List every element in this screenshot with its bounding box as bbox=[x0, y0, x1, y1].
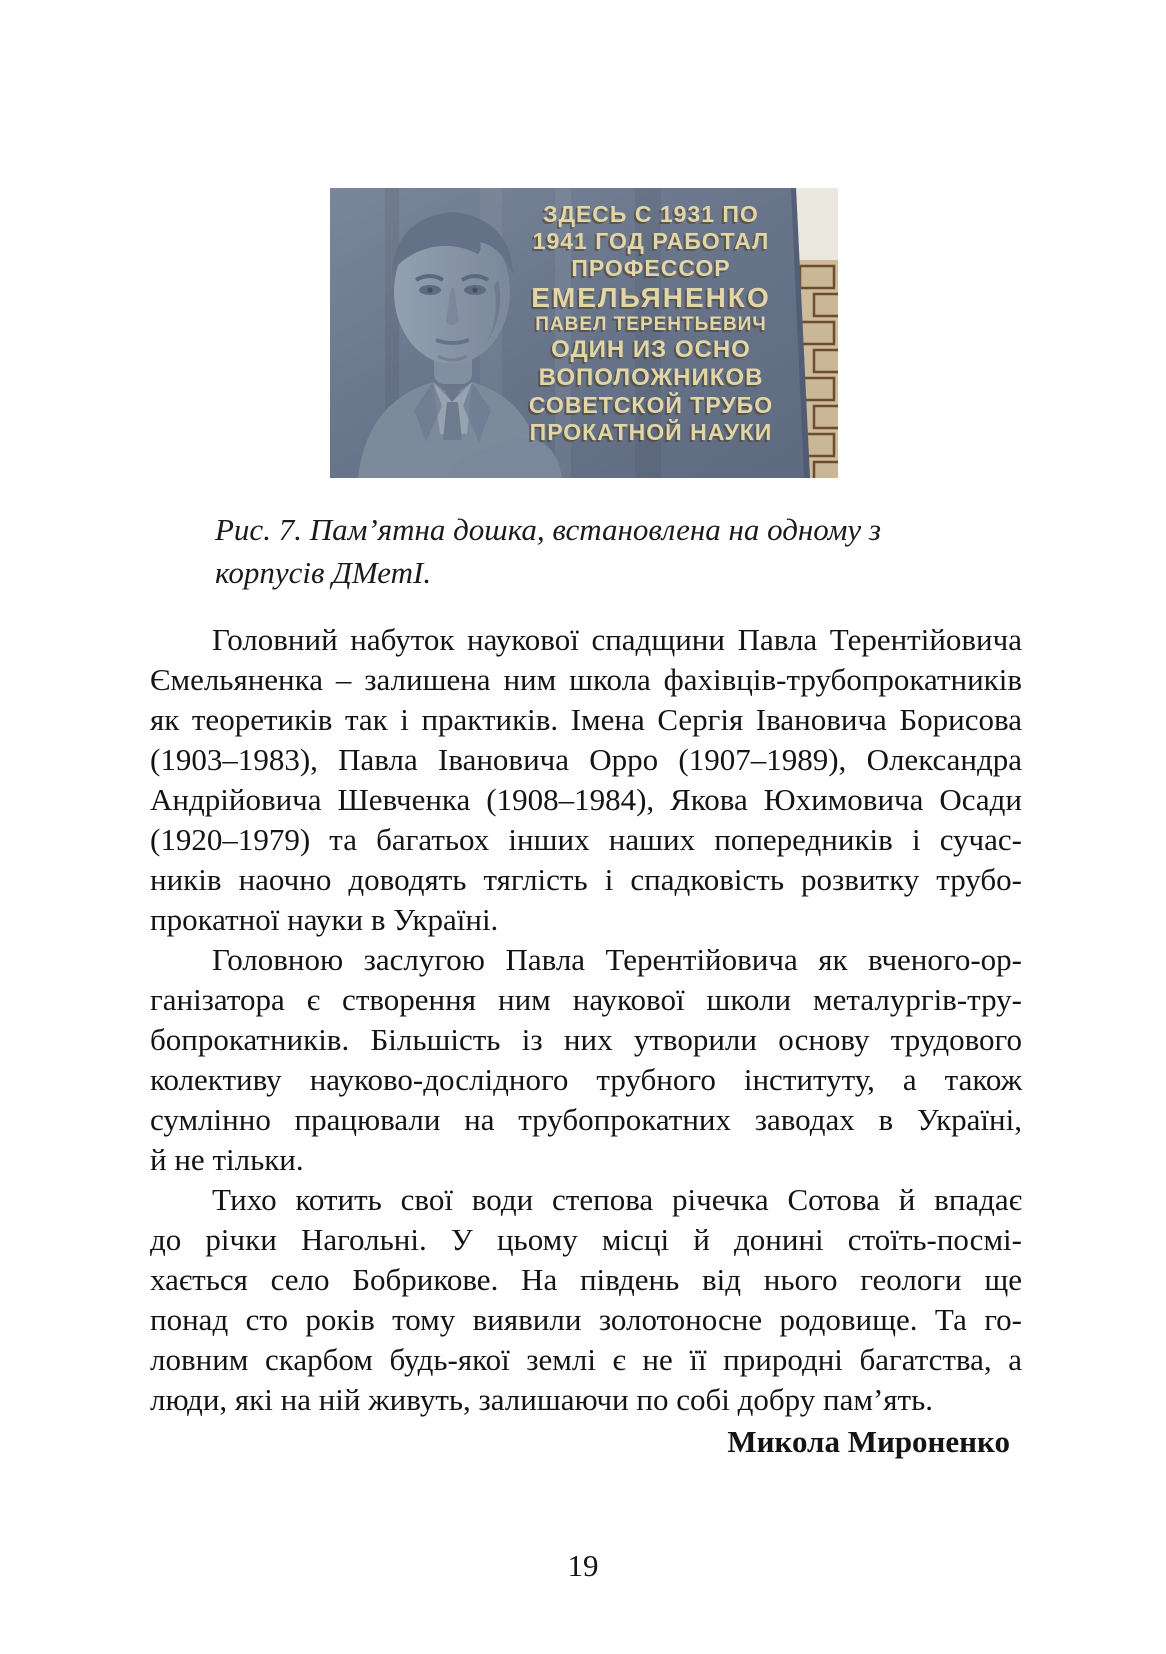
plaque-line: ПРОФЕССОР bbox=[571, 255, 731, 281]
body-text bbox=[150, 620, 1022, 1420]
text-line: ників наочно доводять тяглість і спадковість розвитку трубо- bbox=[150, 862, 1022, 897]
text-line: ловним скарбом будь-якої землі є не її природні багатства, а bbox=[150, 1342, 1022, 1377]
plaque-line: ЕМЕЛЬЯНЕНКО bbox=[531, 282, 771, 313]
plaque-line: ВОПОЛОЖНИКОВ bbox=[538, 364, 764, 391]
text-line: Головний набуток наукової спадщини Павла Терентійовича bbox=[212, 622, 1022, 657]
plaque-line: ПАВЕЛ ТЕРЕНТЬЕВИЧ bbox=[535, 314, 767, 335]
text-line: як теоретиків так і практиків. Імена Сергія Івановича Борисова bbox=[150, 702, 1022, 737]
plaque-line: СОВЕТСКОЙ ТРУБО bbox=[528, 392, 774, 418]
text-line: сумлінно працювали на трубопрокатних заводах в Україні, bbox=[150, 1102, 1022, 1137]
text-line: Андрійовича Шевченка (1908–1984), Якова Юхимовича Осади bbox=[150, 782, 1022, 817]
text-line: Головною заслугою Павла Терентійовича як вченого-ор- bbox=[212, 942, 1022, 977]
plaque-line: ЗДЕСЬ С 1931 ПО bbox=[543, 201, 759, 227]
text-line: хається село Бобрикове. На південь від нього геологи ще bbox=[150, 1262, 1022, 1297]
page-number: 19 bbox=[567, 1548, 599, 1583]
text-line: люди, які на ній живуть, залишаючи по собі добру пам’ять. bbox=[150, 1382, 933, 1417]
text-line: колективу науково-дослідного трубного інституту, а також bbox=[150, 1062, 1022, 1097]
plaque-line: ОДИН ИЗ ОСНО bbox=[551, 336, 751, 363]
text-line: понад сто років тому виявили золотоносне родовище. Та го- bbox=[150, 1302, 1022, 1337]
text-line: Ємельяненка – залишена ним школа фахівців-трубопрокатників bbox=[150, 662, 1022, 697]
figure-caption bbox=[215, 508, 945, 594]
text-line: ганізатора є створення ним наукової школи металургів-тру- bbox=[150, 982, 1022, 1017]
text-line: прокатної науки в Україні. bbox=[150, 902, 499, 937]
plaque-line: 1941 ГОД РАБОТАЛ bbox=[532, 228, 770, 254]
text-line: (1920–1979) та багатьох інших наших попередників і сучас- bbox=[150, 822, 1022, 857]
text-line: (1903–1983), Павла Івановича Орро (1907–1989), Олександра bbox=[150, 742, 1022, 777]
text-line: й не тільки. bbox=[150, 1142, 304, 1177]
author-signature: Микола Мироненко bbox=[727, 1424, 1010, 1459]
figure-photo bbox=[330, 188, 838, 478]
caption-line: Рис. 7. Пам’ятна дошка, встановлена на одному з bbox=[215, 512, 882, 547]
text-line: до річки Нагольні. У цьому місці й донині стоїть-посмі- bbox=[150, 1222, 1022, 1257]
plaque-line: ПРОКАТНОЙ НАУКИ bbox=[529, 419, 773, 445]
text-line: Тихо котить свої води степова річечка Сотова й впадає bbox=[212, 1182, 1022, 1217]
text-line: бопрокатників. Більшість із них утворили основу трудового bbox=[150, 1022, 1022, 1057]
memorial-plaque-text bbox=[500, 201, 802, 446]
caption-line: корпусів ДМетІ. bbox=[215, 555, 432, 590]
